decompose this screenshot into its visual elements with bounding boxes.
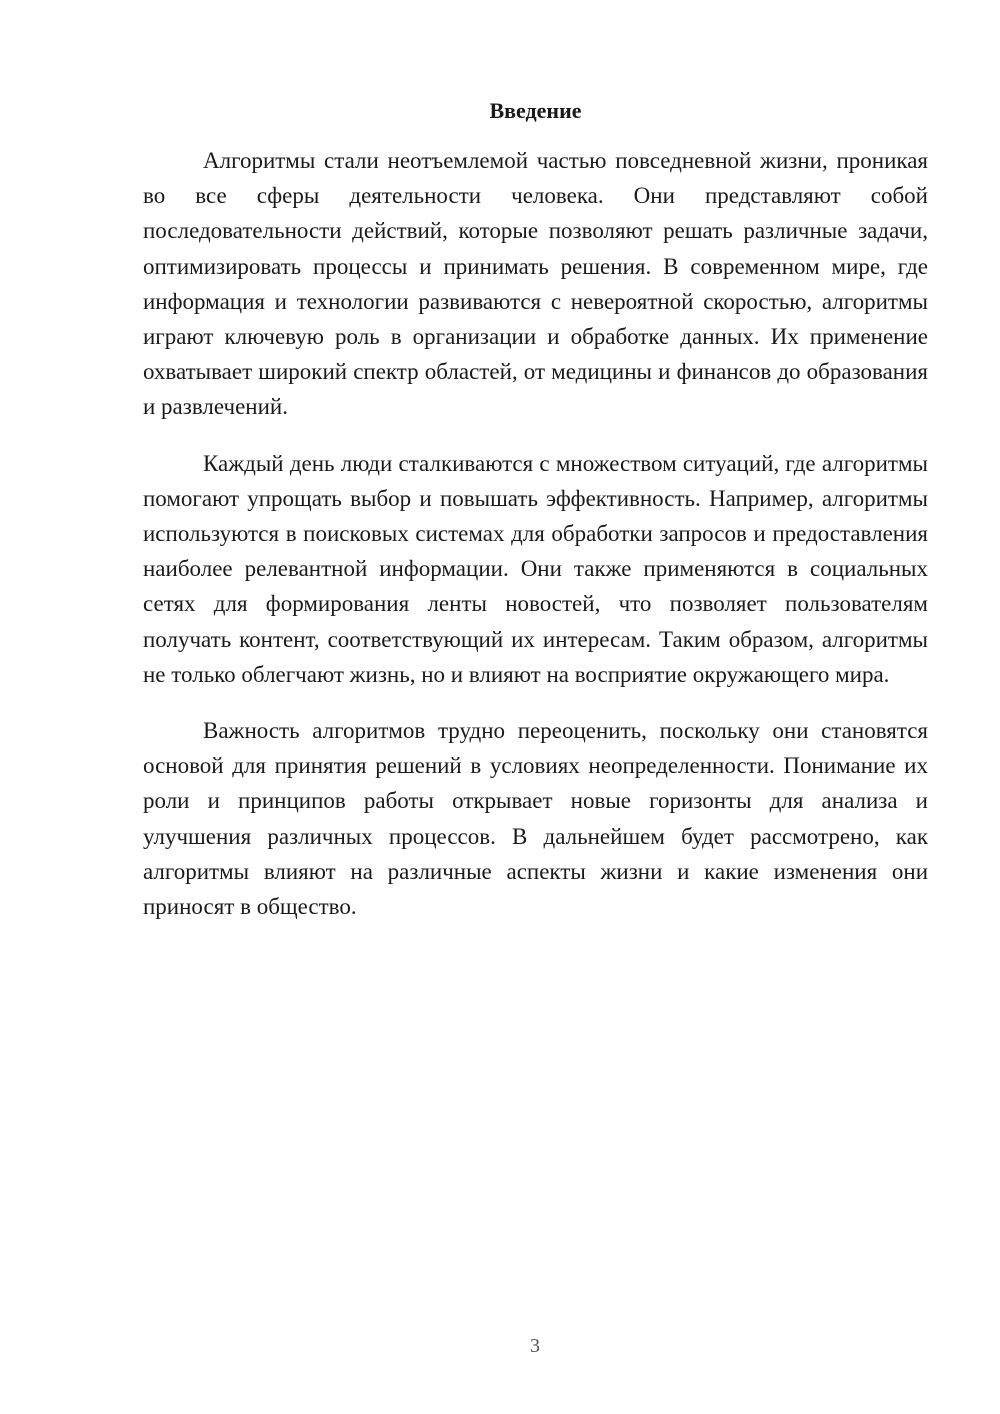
- paragraph-1: Алгоритмы стали неотъемлемой частью повседневной жизни, проникая во все сферы деятельности человека. Они представляют собой последовательности действий, которые позволяют решать различные задачи, оптимизировать процессы и принимать решения. В современном мире, где информация и технологии развиваются с невероятной скоростью, алгоритмы играют ключевую роль в организации и обработке данных. Их применение охватывает широкий спектр областей, от медицины и финансов до образования и развлечений.: [143, 148, 928, 420]
- body-text: [143, 143, 928, 945]
- paragraph-2: Каждый день люди сталкиваются с множеством ситуаций, где алгоритмы помогают упрощать выбор и повышать эффективность. Например, алгоритмы используются в поисковых системах для обработки запросов и предоставления наиболее релевантной информации. Они также применяются в социальных сетях для формирования ленты новостей, что позволяет пользователям получать контент, соответствующий их интересам. Таким образом, алгоритмы не только облегчают жизнь, но и влияют на восприятие окружающего мира.: [143, 450, 928, 687]
- page-number: 3: [530, 1335, 540, 1357]
- section-title: Введение: [489, 98, 582, 123]
- paragraph-3: Важность алгоритмов трудно переоценить, поскольку они становятся основой для принятия решений в условиях неопределенности. Понимание их роли и принципов работы открывает новые горизонты для анализа и улучшения различных процессов. В дальнейшем будет рассмотрено, как алгоритмы влияют на различные аспекты жизни и какие изменения они приносят в общество.: [143, 718, 928, 920]
